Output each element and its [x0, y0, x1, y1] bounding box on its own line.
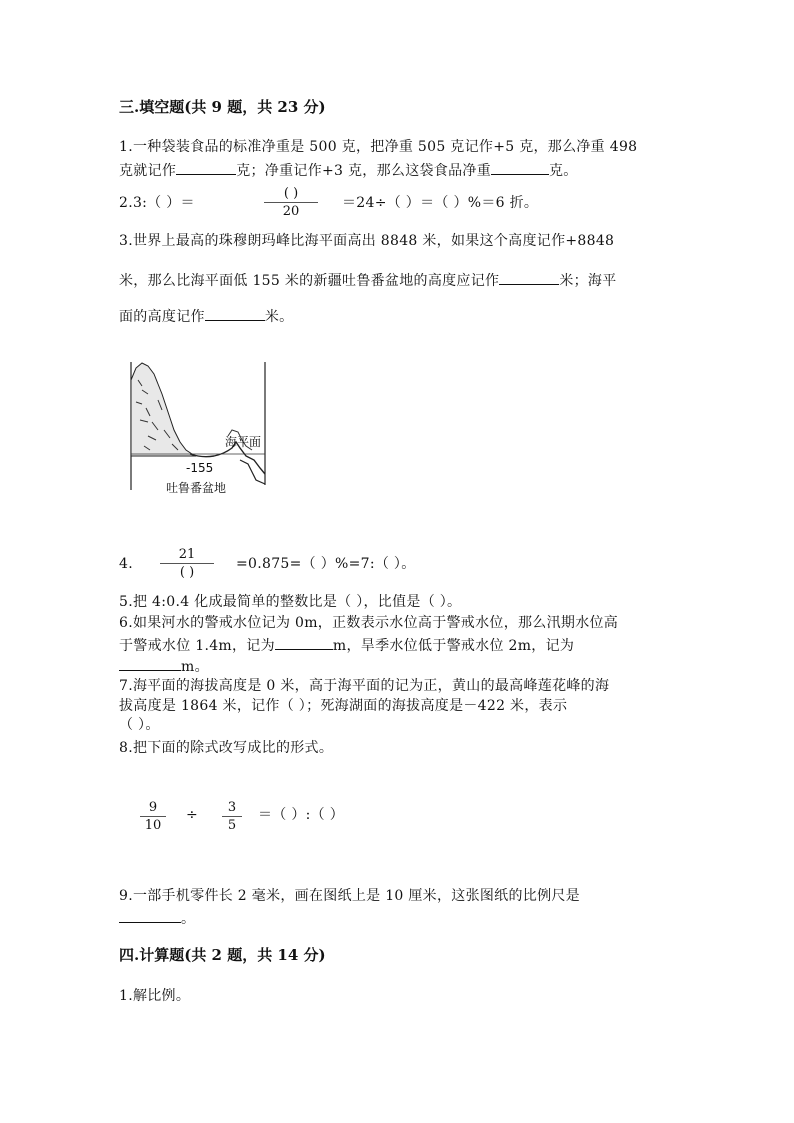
question-4-fraction-denominator[interactable]: ( ) [179, 565, 195, 580]
question-6-text-b: m，旱季水位低于警戒水位 2m，记为 [332, 638, 575, 654]
question-7-line-3: （ ）。 [119, 717, 160, 733]
fraction-bar [222, 816, 242, 817]
question-3-line-3 [119, 306, 293, 326]
fraction-1-denominator: 10 [144, 818, 162, 833]
sea-level-label: 海平面 [225, 435, 262, 449]
question-2-fraction-denominator: 20 [282, 204, 300, 219]
question-6-line-1: 6.如果河水的警戒水位记为 0m，正数表示水位高于警戒水位，那么汛期水位高 [119, 615, 619, 631]
question-2-fraction [264, 186, 318, 219]
fraction-1-numerator: 9 [148, 800, 158, 815]
basin-label: 吐鲁番盆地 [166, 481, 227, 495]
question-5: 5.把 4:0.4 化成最简单的整数比是（ ），比值是（ ）。 [119, 594, 462, 610]
basin-edge [240, 460, 265, 484]
question-3-blank-2[interactable] [205, 306, 265, 321]
question-4-fraction [160, 547, 214, 580]
question-3-line-1: 3.世界上最高的珠穆朗玛峰比海平面高出 8848 米，如果这个高度记作+8848 [119, 233, 615, 249]
section-4-title: 四.计算题(共 2 题，共 14 分) [119, 946, 326, 964]
mountain-shape [131, 363, 196, 456]
turpan-basin-figure [128, 360, 270, 495]
question-8-fraction-1 [140, 800, 166, 833]
fraction-bar [264, 202, 318, 203]
fraction-bar [140, 816, 166, 817]
question-6-text-c: m。 [181, 659, 209, 675]
question-7-line-1: 7.海平面的海拔高度是 0 米，高于海平面的记为正，黄山的最高峰莲花峰的海 [119, 678, 610, 694]
question-4-number: 4. [119, 556, 133, 572]
division-sign: ÷ [186, 807, 199, 823]
depth-label: -155 [186, 461, 214, 475]
question-3-line-2 [119, 270, 617, 290]
question-1-line-2 [119, 160, 578, 180]
question-1-line-1: 1.一种袋装食品的标准净重是 500 克，把净重 505 克记作+5 克，那么净重 498 [119, 139, 638, 155]
question-3-blank-1[interactable] [499, 270, 559, 285]
question-1-text-c: 克。 [549, 163, 578, 179]
question-3-text-a: 米，那么比海平面低 155 米的新疆吐鲁番盆地的高度应记作 [119, 273, 500, 289]
question-6-line-3 [119, 656, 209, 676]
fraction-bar [160, 563, 214, 564]
question-2-fraction-numerator[interactable]: ( ) [283, 186, 299, 201]
section-3-title: 三.填空题(共 9 题，共 23 分) [119, 98, 326, 116]
question-3-text-d: 米。 [264, 309, 294, 325]
question-6-line-2 [119, 635, 574, 655]
question-3-text-b: 米；海平 [559, 273, 617, 289]
question-8-text: 8.把下面的除式改写成比的形式。 [119, 740, 334, 756]
question-6-blank-2[interactable] [119, 656, 181, 671]
question-9-line-1: 9.一部手机零件长 2 毫米，画在图纸上是 10 厘米，这张图纸的比例尺是 [119, 888, 580, 904]
question-2-part-a: 2.3:（ ）＝ [119, 195, 195, 211]
question-8-fraction-2 [222, 800, 242, 833]
question-6-blank-1[interactable] [275, 635, 333, 650]
fraction-2-denominator: 5 [227, 818, 237, 833]
section-4-question-1: 1.解比例。 [119, 988, 191, 1004]
question-9-line-2 [119, 908, 195, 928]
question-3-text-c: 面的高度记作 [119, 309, 205, 325]
question-1-text-a: 克就记作 [119, 163, 177, 179]
question-4-rest: =0.875=（ ）%=7:（ ）。 [236, 556, 416, 572]
question-2-part-b: ＝24÷（ ）＝（ ）%＝6 折。 [342, 195, 539, 211]
question-1-blank-1[interactable] [176, 160, 236, 175]
question-4-fraction-numerator: 21 [178, 547, 196, 562]
question-1-text-b: 克；净重记作+3 克，那么这袋食品净重 [236, 163, 491, 179]
fraction-2-numerator: 3 [227, 800, 237, 815]
question-6-text-a: 于警戒水位 1.4m，记为 [119, 638, 275, 654]
question-7-line-2: 拔高度是 1864 米，记作（ ）；死海湖面的海拔高度是－422 米，表示 [119, 698, 568, 714]
question-9-text-end: 。 [181, 911, 196, 927]
question-9-blank[interactable] [119, 908, 181, 923]
question-8-ratio: ＝（ ）:（ ） [258, 807, 345, 823]
question-1-blank-2[interactable] [491, 160, 549, 175]
